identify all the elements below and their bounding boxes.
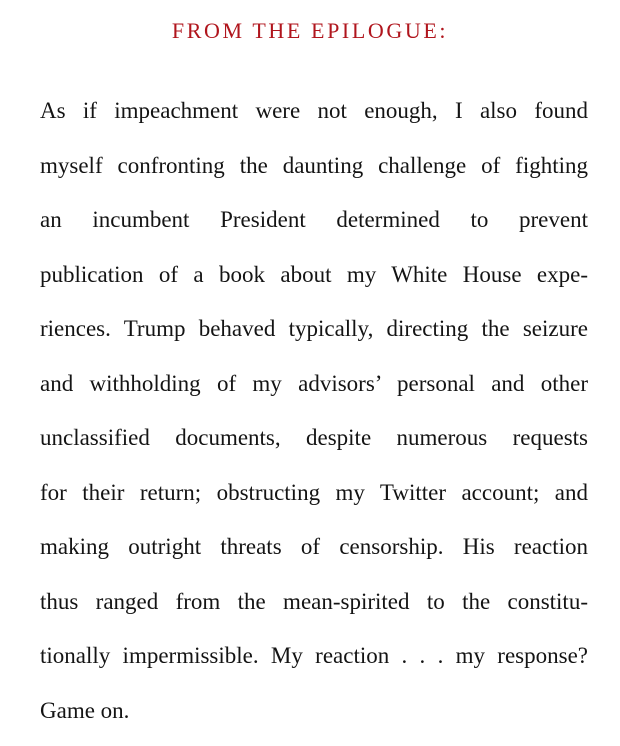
text-line: unclassified documents, despite numerous requests (40, 419, 588, 474)
text-line: myself confronting the daunting challenge of fighting (40, 147, 588, 202)
text-line: tionally impermissible. My reaction . . . my response? (40, 637, 588, 692)
text-line: for their return; obstructing my Twitter account; and (40, 474, 588, 529)
text-line: making outright threats of censorship. His reaction (40, 528, 588, 583)
section-heading: FROM THE EPILOGUE: (0, 16, 620, 46)
text-line: riences. Trump behaved typically, directing the seizure (40, 310, 588, 365)
text-line: an incumbent President determined to prevent (40, 201, 588, 256)
text-line: As if impeachment were not enough, I also found (40, 92, 588, 147)
text-line: and withholding of my advisors’ personal and other (40, 365, 588, 420)
text-line: publication of a book about my White House expe- (40, 256, 588, 311)
text-line: thus ranged from the mean-spirited to the constitu- (40, 583, 588, 638)
text-line-final: Game on. (40, 692, 588, 746)
excerpt-paragraph (40, 92, 588, 746)
